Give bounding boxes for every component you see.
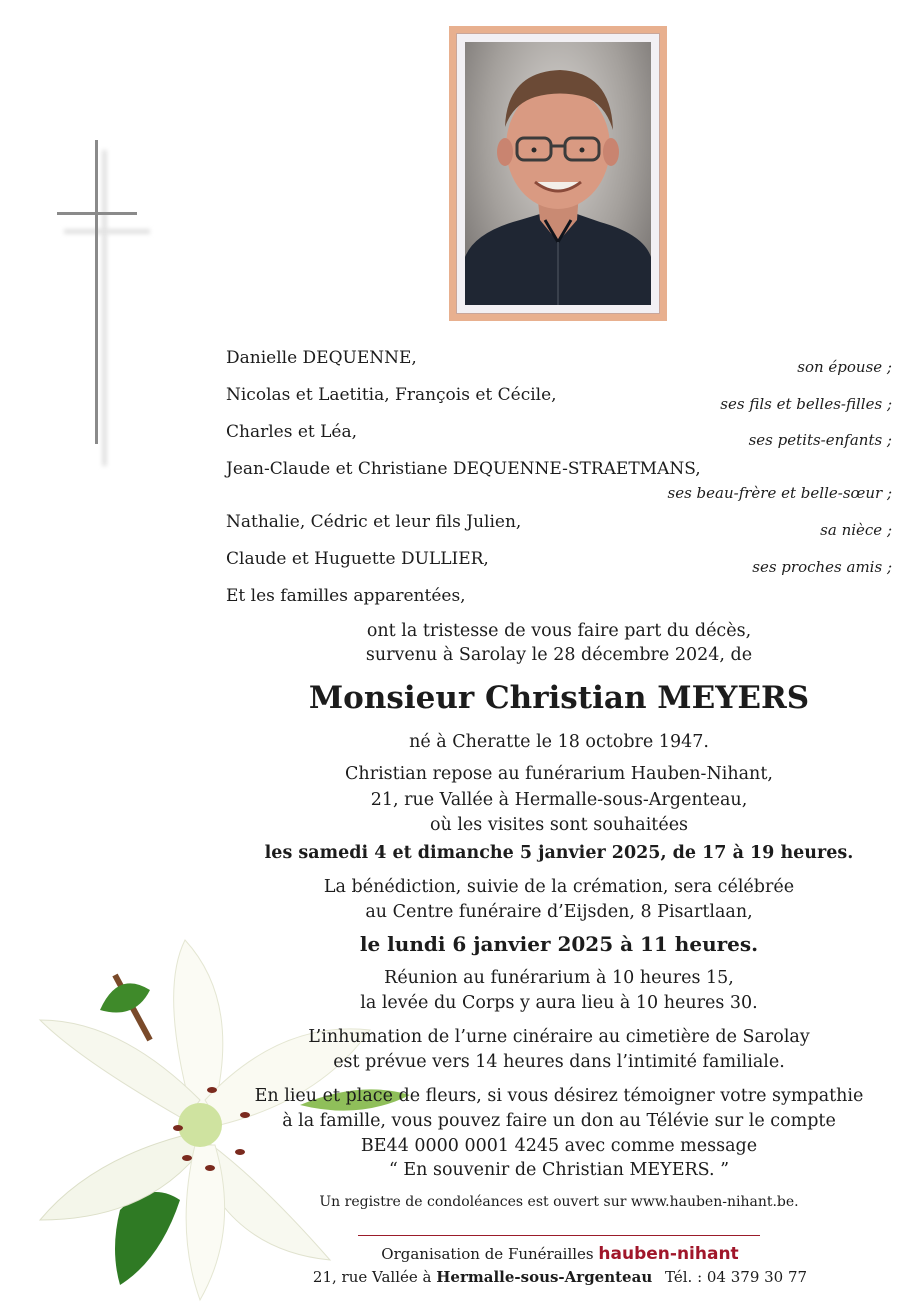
footer-org-prefix: Organisation de Funérailles	[381, 1245, 594, 1263]
condolences-line: Un registre de condoléances est ouvert sur www.hauben-nihant.be.	[319, 1194, 799, 1210]
deceased-name: Monsieur Christian MEYERS	[308, 680, 810, 716]
donation-line-4: “ En souvenir de Christian MEYERS. ”	[388, 1160, 730, 1180]
cross-shadow-vertical	[102, 150, 107, 466]
donation-line-1: En lieu et place de fleurs, si vous désirez témoigner votre sympathie	[254, 1086, 864, 1106]
family-name-3: Charles et Léa,	[226, 422, 358, 442]
footer-address	[260, 1268, 860, 1286]
gathering-line-2: la levée du Corps y aura lieu à 10 heures 30.	[360, 993, 758, 1013]
visits-line-2: 21, rue Vallée à Hermalle-sous-Argenteau,	[370, 790, 748, 810]
footer-divider	[358, 1235, 760, 1236]
portrait-mat	[456, 33, 660, 314]
visits-line-3: où les visites sont souhaitées	[429, 815, 689, 835]
footer-address-city: Hermalle-sous-Argenteau	[436, 1268, 653, 1286]
cross-bar	[57, 212, 137, 215]
family-name-1: Danielle DEQUENNE,	[226, 348, 417, 368]
ceremony-date: le lundi 6 janvier 2025 à 11 heures.	[359, 932, 759, 956]
visits-line-1: Christian repose au funérarium Hauben-Nihant,	[345, 764, 773, 784]
donation-line-3: BE44 0000 0001 4245 avec comme message	[360, 1136, 758, 1156]
family-role-5: sa nièce ;	[820, 521, 892, 539]
donation-line-2: à la famille, vous pouvez faire un don au Télévie sur le compte	[282, 1111, 836, 1131]
visits-dates: les samedi 4 et dimanche 5 janvier 2025, de 17 à 19 heures.	[264, 843, 854, 863]
family-name-6: Claude et Huguette DULLIER,	[226, 549, 489, 569]
family-role-4: ses beau-frère et belle-sœur ;	[667, 484, 892, 502]
portrait-person-illustration	[465, 42, 651, 305]
announcement-line-2: survenu à Sarolay le 28 décembre 2024, de	[365, 645, 753, 665]
family-name-5: Nathalie, Cédric et leur fils Julien,	[226, 512, 522, 532]
portrait-photo	[465, 42, 651, 305]
family-name-2: Nicolas et Laetitia, François et Cécile,	[226, 385, 557, 405]
birth-line: né à Cheratte le 18 octobre 1947.	[409, 732, 709, 752]
family-role-3: ses petits-enfants ;	[748, 431, 892, 449]
ceremony-line-2: au Centre funéraire d’Eijsden, 8 Pisartlaan,	[365, 902, 753, 922]
footer-organisation	[300, 1244, 820, 1264]
footer-address-prefix: 21, rue Vallée à	[312, 1268, 432, 1286]
cross-icon	[95, 140, 98, 444]
footer-phone: Tél. : 04 379 30 77	[665, 1268, 808, 1286]
ceremony-line-1: La bénédiction, suivie de la crémation, sera célébrée	[323, 877, 795, 897]
brand-logo: hauben-nihant	[598, 1244, 739, 1264]
gathering-line-1: Réunion au funérarium à 10 heures 15,	[384, 968, 734, 988]
family-name-7: Et les familles apparentées,	[226, 586, 466, 606]
family-role-2: ses fils et belles-filles ;	[720, 395, 892, 413]
announcement-line-1: ont la tristesse de vous faire part du décès,	[366, 621, 752, 641]
inhumation-line-1: L’inhumation de l’urne cinéraire au cimetière de Sarolay	[308, 1027, 810, 1047]
inhumation-line-2: est prévue vers 14 heures dans l’intimité familiale.	[333, 1052, 785, 1072]
cross-shadow-horizontal	[64, 229, 150, 234]
family-role-1: son épouse ;	[797, 358, 892, 376]
family-role-6: ses proches amis ;	[752, 558, 892, 576]
family-name-4: Jean-Claude et Christiane DEQUENNE-STRAETMANS,	[226, 459, 701, 479]
portrait-frame	[449, 26, 667, 321]
